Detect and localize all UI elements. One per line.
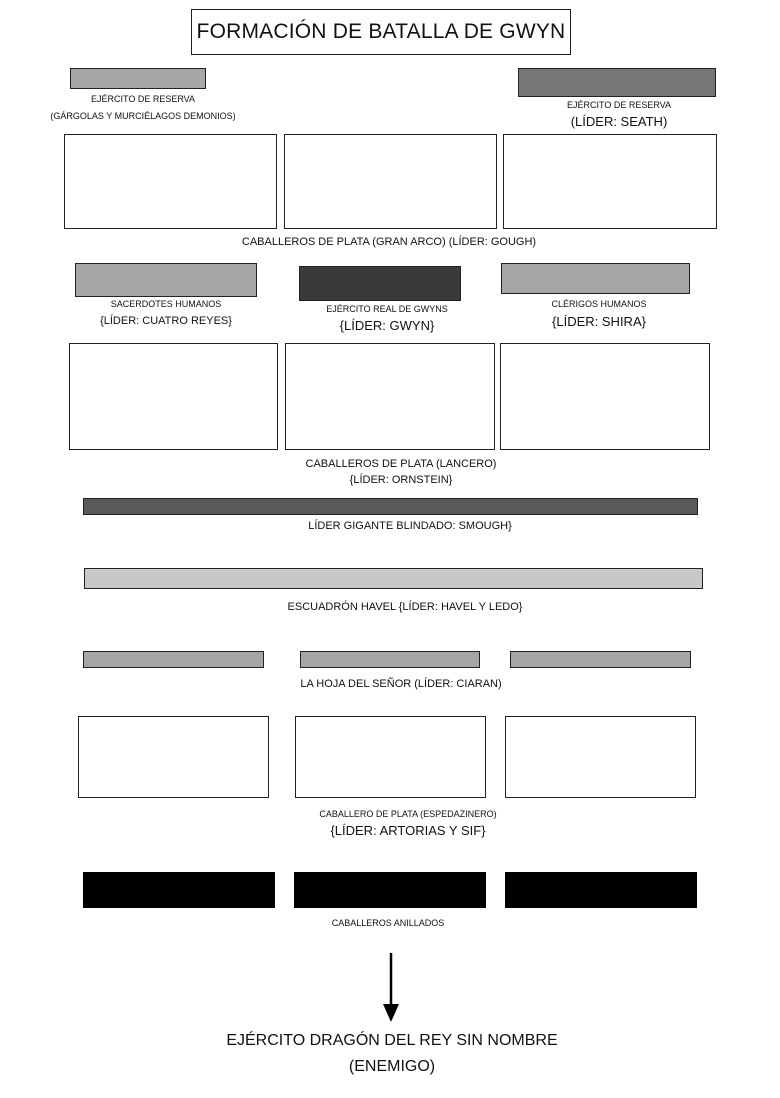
royal-army-bar — [299, 266, 461, 301]
human-priests-leader: {LÍDER: CUATRO REYES} — [100, 315, 232, 327]
ringed-knights-bar-2 — [294, 872, 486, 908]
human-clerics-leader: {LÍDER: SHIRA} — [552, 314, 646, 329]
silver-lancers-unit-1 — [69, 343, 278, 450]
human-clerics-bar — [501, 263, 690, 294]
ringed-knights-label: CABALLEROS ANILLADOS — [331, 918, 445, 928]
enemy-sublabel: (ENEMIGO) — [348, 1058, 436, 1075]
royal-army-leader: {LÍDER: GWYN} — [339, 318, 435, 333]
lords-blade-bar-1 — [83, 651, 264, 668]
silver-archers-unit-3 — [503, 134, 717, 229]
enemy-label: EJÉRCITO DRAGÓN DEL REY SIN NOMBRE — [226, 1032, 558, 1049]
silver-archers-unit-2 — [284, 134, 497, 229]
reserve-left-label: EJÉRCITO DE RESERVA — [90, 94, 196, 104]
silver-swordsmen-unit-2 — [295, 716, 486, 798]
silver-lancers-unit-2 — [285, 343, 495, 450]
reserve-right-label: EJÉRCITO DE RESERVA — [566, 100, 672, 110]
silver-lancers-label: CABALLEROS DE PLATA (LANCERO) — [305, 458, 497, 470]
silver-swordsmen-unit-1 — [78, 716, 269, 798]
reserve-left-detail: (GÁRGOLAS Y MURCIÉLAGOS DEMONIOS) — [50, 111, 236, 121]
silver-swordsmen-unit-3 — [505, 716, 696, 798]
silver-lancers-leader: {LÍDER: ORNSTEIN} — [349, 474, 453, 486]
silver-archers-label: CABALLEROS DE PLATA (GRAN ARCO) (LÍDER: GOUGH) — [241, 236, 537, 248]
human-priests-bar — [75, 263, 257, 297]
lords-blade-label: LA HOJA DEL SEÑOR (LÍDER: CIARAN) — [300, 678, 502, 690]
silver-swordsmen-leader: {LÍDER: ARTORIAS Y SIF} — [330, 823, 486, 838]
silver-swordsmen-label: CABALLERO DE PLATA (ESPEDAZINERO) — [319, 809, 497, 819]
lords-blade-bar-2 — [300, 651, 480, 668]
havel-squad-bar — [84, 568, 703, 589]
havel-squad-label: ESCUADRÓN HAVEL {LÍDER: HAVEL Y LEDO} — [287, 601, 523, 613]
reserve-left-bar — [70, 68, 206, 89]
royal-army-label: EJÉRCITO REAL DE GWYNS — [326, 304, 448, 314]
silver-lancers-unit-3 — [500, 343, 710, 450]
giant-leader-label: LÍDER GIGANTE BLINDADO: SMOUGH} — [308, 520, 512, 532]
silver-archers-unit-1 — [64, 134, 277, 229]
human-priests-label: SACERDOTES HUMANOS — [110, 299, 222, 309]
lords-blade-bar-3 — [510, 651, 691, 668]
down-arrow-icon — [378, 950, 404, 1024]
ringed-knights-bar-3 — [505, 872, 697, 908]
reserve-right-bar — [518, 68, 716, 97]
giant-leader-bar — [83, 498, 698, 515]
page-title: FORMACIÓN DE BATALLA DE GWYN — [191, 9, 571, 55]
human-clerics-label: CLÉRIGOS HUMANOS — [551, 299, 647, 309]
reserve-right-leader: (LÍDER: SEATH) — [570, 114, 668, 129]
ringed-knights-bar-1 — [83, 872, 275, 908]
